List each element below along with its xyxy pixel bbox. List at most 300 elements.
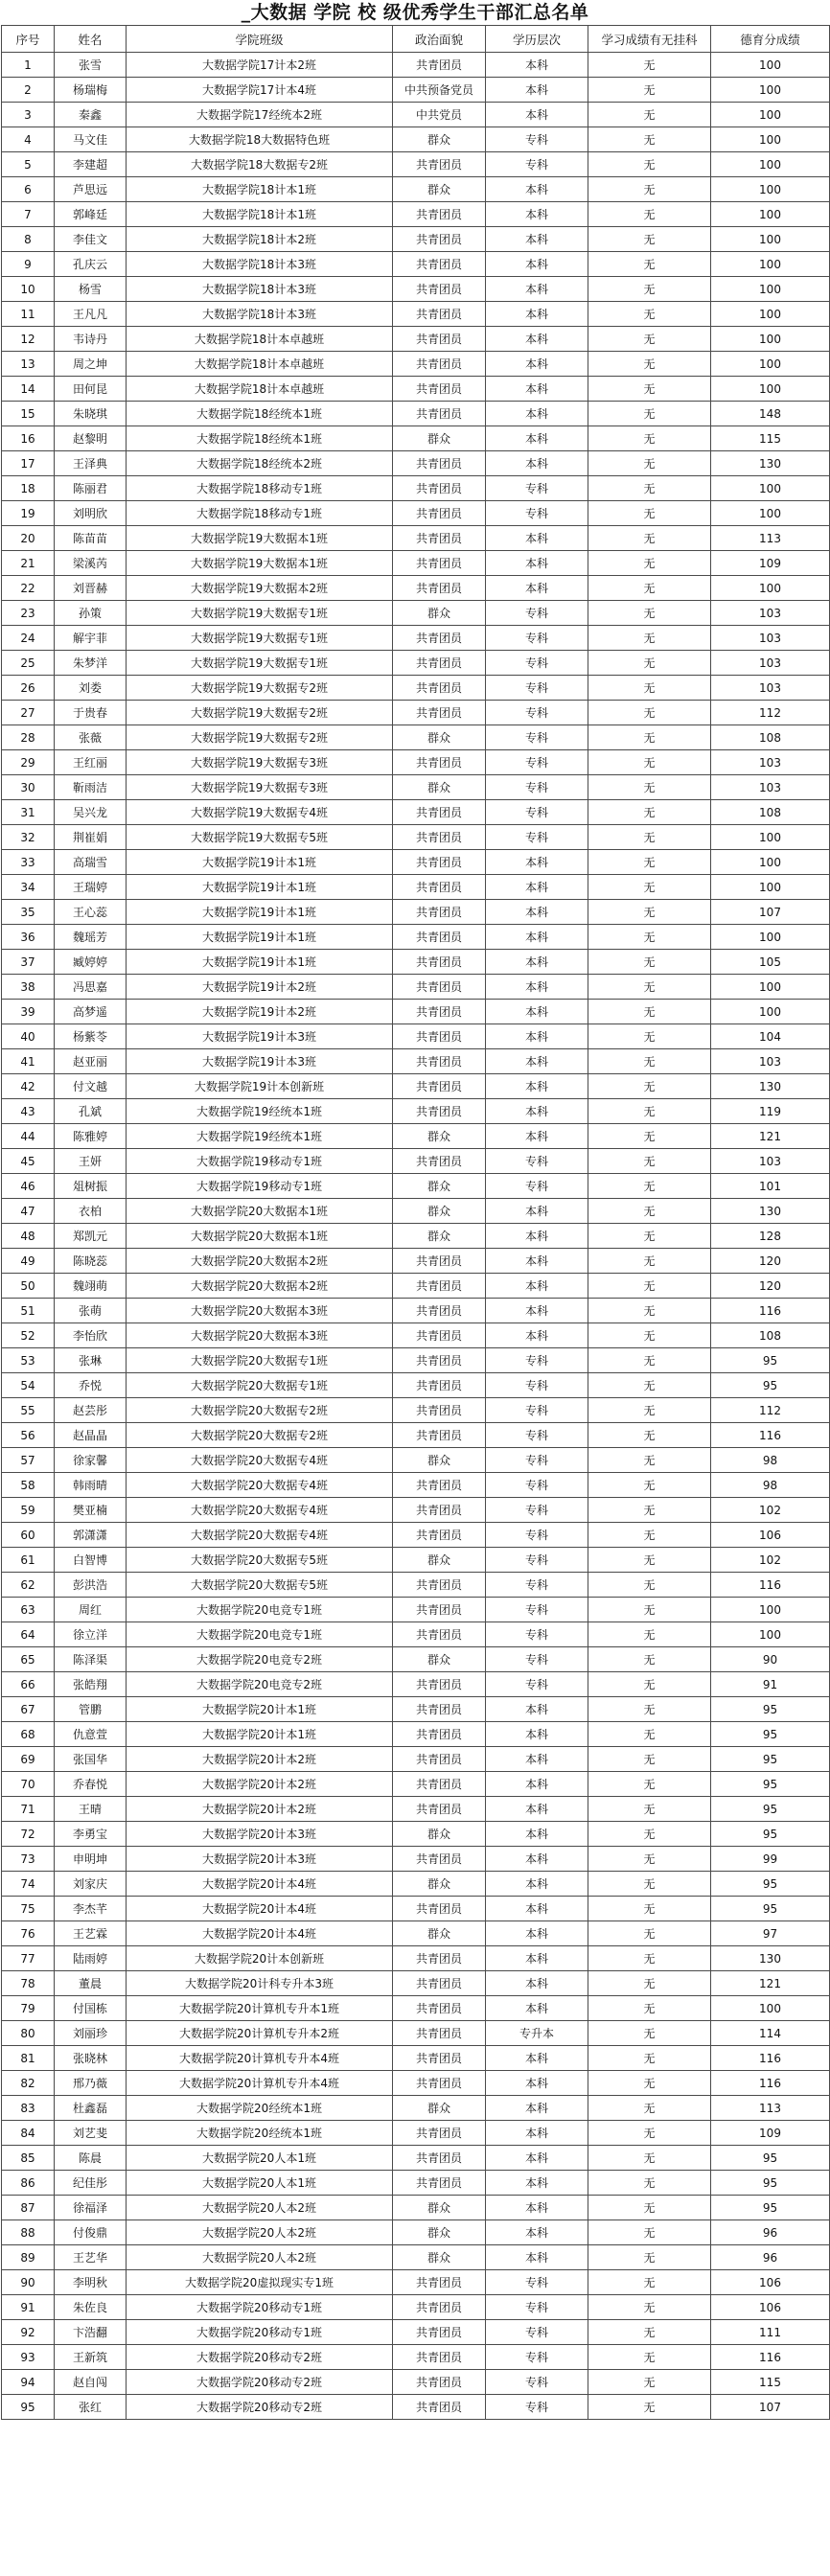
row-index: 70 <box>2 1772 55 1797</box>
row-index: 89 <box>2 2245 55 2270</box>
table-row <box>2 1099 830 1124</box>
row-index: 21 <box>2 551 55 576</box>
political-status: 共青团员 <box>393 2071 486 2096</box>
political-status: 共青团员 <box>393 1000 486 1024</box>
moral-score: 130 <box>711 451 830 476</box>
row-index: 34 <box>2 875 55 900</box>
failed-courses: 无 <box>588 2071 711 2096</box>
failed-courses: 无 <box>588 900 711 925</box>
row-index: 17 <box>2 451 55 476</box>
moral-score: 113 <box>711 2096 830 2121</box>
failed-courses: 无 <box>588 1598 711 1622</box>
table-row <box>2 1598 830 1622</box>
student-class: 大数据学院20大数据专5班 <box>127 1548 393 1573</box>
table-row <box>2 1199 830 1224</box>
table-header-row <box>2 26 830 53</box>
failed-courses: 无 <box>588 501 711 526</box>
education-level: 本科 <box>486 1847 588 1872</box>
failed-courses: 无 <box>588 676 711 701</box>
moral-score: 100 <box>711 302 830 327</box>
moral-score: 108 <box>711 1323 830 1348</box>
failed-courses: 无 <box>588 1224 711 1249</box>
failed-courses: 无 <box>588 850 711 875</box>
table-row <box>2 2096 830 2121</box>
student-name: 王泽典 <box>55 451 127 476</box>
failed-courses: 无 <box>588 725 711 750</box>
table-row <box>2 526 830 551</box>
education-level: 本科 <box>486 2146 588 2171</box>
student-name: 荆崔娟 <box>55 825 127 850</box>
moral-score: 100 <box>711 875 830 900</box>
education-level: 专科 <box>486 775 588 800</box>
student-class: 大数据学院18移动专1班 <box>127 501 393 526</box>
education-level: 专科 <box>486 701 588 725</box>
table-row <box>2 476 830 501</box>
student-name: 申明坤 <box>55 1847 127 1872</box>
student-class: 大数据学院19计本创新班 <box>127 1074 393 1099</box>
failed-courses: 无 <box>588 825 711 850</box>
education-level: 专科 <box>486 676 588 701</box>
political-status: 共青团员 <box>393 1971 486 1996</box>
student-class: 大数据学院20计算机专升本2班 <box>127 2021 393 2046</box>
table-row <box>2 1323 830 1348</box>
political-status: 共青团员 <box>393 2270 486 2295</box>
student-class: 大数据学院19计本2班 <box>127 1000 393 1024</box>
failed-courses: 无 <box>588 1622 711 1647</box>
moral-score: 95 <box>711 2196 830 2220</box>
student-class: 大数据学院18计本3班 <box>127 252 393 277</box>
table-row <box>2 1000 830 1024</box>
political-status: 共青团员 <box>393 277 486 302</box>
student-class: 大数据学院19计本2班 <box>127 975 393 1000</box>
table-row <box>2 1921 830 1946</box>
student-class: 大数据学院19大数据专2班 <box>127 701 393 725</box>
student-name: 王瑞婷 <box>55 875 127 900</box>
moral-score: 128 <box>711 1224 830 1249</box>
student-class: 大数据学院20大数据专4班 <box>127 1473 393 1498</box>
row-index: 35 <box>2 900 55 925</box>
moral-score: 100 <box>711 227 830 252</box>
moral-score: 115 <box>711 426 830 451</box>
student-class: 大数据学院18计本3班 <box>127 277 393 302</box>
moral-score: 116 <box>711 2345 830 2370</box>
education-level: 本科 <box>486 103 588 127</box>
moral-score: 100 <box>711 177 830 202</box>
table-row <box>2 2146 830 2171</box>
education-level: 本科 <box>486 950 588 975</box>
education-level: 专科 <box>486 1473 588 1498</box>
failed-courses: 无 <box>588 2171 711 2196</box>
failed-courses: 无 <box>588 1174 711 1199</box>
row-index: 66 <box>2 1672 55 1697</box>
table-row <box>2 2171 830 2196</box>
education-level: 本科 <box>486 1323 588 1348</box>
failed-courses: 无 <box>588 1398 711 1423</box>
row-index: 14 <box>2 377 55 402</box>
student-name: 仇意萱 <box>55 1722 127 1747</box>
student-class: 大数据学院20计本4班 <box>127 1921 393 1946</box>
moral-score: 95 <box>711 1747 830 1772</box>
education-level: 本科 <box>486 1049 588 1074</box>
education-level: 本科 <box>486 451 588 476</box>
student-class: 大数据学院20人本1班 <box>127 2146 393 2171</box>
political-status: 共青团员 <box>393 501 486 526</box>
student-class: 大数据学院20大数据专4班 <box>127 1448 393 1473</box>
student-class: 大数据学院20电竞专1班 <box>127 1598 393 1622</box>
education-level: 本科 <box>486 227 588 252</box>
political-status: 共青团员 <box>393 1573 486 1598</box>
political-status: 共青团员 <box>393 1622 486 1647</box>
moral-score: 112 <box>711 1398 830 1423</box>
student-class: 大数据学院19大数据专2班 <box>127 676 393 701</box>
row-index: 8 <box>2 227 55 252</box>
failed-courses: 无 <box>588 2320 711 2345</box>
political-status: 共青团员 <box>393 2320 486 2345</box>
student-name: 李明秋 <box>55 2270 127 2295</box>
moral-score: 130 <box>711 1199 830 1224</box>
row-index: 10 <box>2 277 55 302</box>
row-index: 54 <box>2 1373 55 1398</box>
table-row <box>2 501 830 526</box>
education-level: 专科 <box>486 501 588 526</box>
table-row <box>2 1946 830 1971</box>
moral-score: 106 <box>711 2270 830 2295</box>
student-class: 大数据学院17经统本2班 <box>127 103 393 127</box>
moral-score: 95 <box>711 1872 830 1897</box>
political-status: 群众 <box>393 1647 486 1672</box>
student-name: 王红丽 <box>55 750 127 775</box>
moral-score: 95 <box>711 2146 830 2171</box>
student-name: 孔庆云 <box>55 252 127 277</box>
political-status: 共青团员 <box>393 1747 486 1772</box>
student-class: 大数据学院17计本4班 <box>127 78 393 103</box>
moral-score: 148 <box>711 402 830 426</box>
failed-courses: 无 <box>588 78 711 103</box>
moral-score: 106 <box>711 2295 830 2320</box>
table-row <box>2 1249 830 1274</box>
education-level: 本科 <box>486 526 588 551</box>
failed-courses: 无 <box>588 177 711 202</box>
failed-courses: 无 <box>588 626 711 651</box>
political-status: 群众 <box>393 775 486 800</box>
failed-courses: 无 <box>588 2021 711 2046</box>
table-row <box>2 1722 830 1747</box>
row-index: 12 <box>2 327 55 352</box>
row-index: 53 <box>2 1348 55 1373</box>
row-index: 11 <box>2 302 55 327</box>
failed-courses: 无 <box>588 227 711 252</box>
row-index: 23 <box>2 601 55 626</box>
student-name: 赵黎明 <box>55 426 127 451</box>
row-index: 93 <box>2 2345 55 2370</box>
moral-score: 95 <box>711 1797 830 1822</box>
table-row <box>2 78 830 103</box>
political-status: 共青团员 <box>393 950 486 975</box>
student-name: 解宇菲 <box>55 626 127 651</box>
table-row <box>2 601 830 626</box>
failed-courses: 无 <box>588 1323 711 1348</box>
education-level: 专科 <box>486 1622 588 1647</box>
failed-courses: 无 <box>588 576 711 601</box>
table-row <box>2 1423 830 1448</box>
education-level: 本科 <box>486 252 588 277</box>
student-name: 郭峰廷 <box>55 202 127 227</box>
table-row <box>2 2220 830 2245</box>
student-name: 周之坤 <box>55 352 127 377</box>
student-name: 俎树振 <box>55 1174 127 1199</box>
row-index: 71 <box>2 1797 55 1822</box>
failed-courses: 无 <box>588 526 711 551</box>
student-class: 大数据学院18计本3班 <box>127 302 393 327</box>
failed-courses: 无 <box>588 1872 711 1897</box>
failed-courses: 无 <box>588 601 711 626</box>
moral-score: 113 <box>711 526 830 551</box>
student-name: 王新筑 <box>55 2345 127 2370</box>
document-title: _大数据 学院 校 级优秀学生干部汇总名单 <box>241 2 589 23</box>
moral-score: 103 <box>711 601 830 626</box>
moral-score: 104 <box>711 1024 830 1049</box>
failed-courses: 无 <box>588 103 711 127</box>
student-name: 董晨 <box>55 1971 127 1996</box>
table-row <box>2 725 830 750</box>
moral-score: 100 <box>711 576 830 601</box>
row-index: 69 <box>2 1747 55 1772</box>
table-row <box>2 2395 830 2420</box>
student-name: 赵自闯 <box>55 2370 127 2395</box>
student-class: 大数据学院19计本3班 <box>127 1024 393 1049</box>
student-class: 大数据学院20计本1班 <box>127 1697 393 1722</box>
moral-score: 103 <box>711 676 830 701</box>
failed-courses: 无 <box>588 551 711 576</box>
failed-courses: 无 <box>588 1448 711 1473</box>
student-name: 付国栋 <box>55 1996 127 2021</box>
student-class: 大数据学院20移动专1班 <box>127 2320 393 2345</box>
political-status: 共青团员 <box>393 327 486 352</box>
political-status: 共青团员 <box>393 1348 486 1373</box>
moral-score: 100 <box>711 1598 830 1622</box>
failed-courses: 无 <box>588 2096 711 2121</box>
row-index: 38 <box>2 975 55 1000</box>
table-row <box>2 2370 830 2395</box>
political-status: 群众 <box>393 1448 486 1473</box>
failed-courses: 无 <box>588 1697 711 1722</box>
moral-score: 111 <box>711 2320 830 2345</box>
row-index: 9 <box>2 252 55 277</box>
table-row <box>2 1672 830 1697</box>
education-level: 专科 <box>486 1598 588 1622</box>
student-class: 大数据学院18大数据专2班 <box>127 152 393 177</box>
education-level: 本科 <box>486 277 588 302</box>
political-status: 共青团员 <box>393 1099 486 1124</box>
row-index: 56 <box>2 1423 55 1448</box>
student-class: 大数据学院20大数据专4班 <box>127 1523 393 1548</box>
student-class: 大数据学院20大数据本2班 <box>127 1274 393 1299</box>
moral-score: 106 <box>711 1523 830 1548</box>
table-row <box>2 1074 830 1099</box>
table-row <box>2 1548 830 1573</box>
education-level: 本科 <box>486 1797 588 1822</box>
student-class: 大数据学院19计本1班 <box>127 925 393 950</box>
row-index: 86 <box>2 2171 55 2196</box>
education-level: 本科 <box>486 1074 588 1099</box>
table-row <box>2 775 830 800</box>
student-class: 大数据学院19移动专1班 <box>127 1149 393 1174</box>
education-level: 本科 <box>486 2196 588 2220</box>
political-status: 共青团员 <box>393 476 486 501</box>
failed-courses: 无 <box>588 1772 711 1797</box>
failed-courses: 无 <box>588 950 711 975</box>
education-level: 专科 <box>486 1348 588 1373</box>
failed-courses: 无 <box>588 1672 711 1697</box>
student-name: 王艺华 <box>55 2245 127 2270</box>
student-class: 大数据学院19大数据专3班 <box>127 750 393 775</box>
moral-score: 109 <box>711 551 830 576</box>
education-level: 本科 <box>486 2220 588 2245</box>
table-row <box>2 875 830 900</box>
education-level: 本科 <box>486 875 588 900</box>
political-status: 共青团员 <box>393 1373 486 1398</box>
row-index: 43 <box>2 1099 55 1124</box>
failed-courses: 无 <box>588 402 711 426</box>
political-status: 共青团员 <box>393 1074 486 1099</box>
student-name: 杜鑫磊 <box>55 2096 127 2121</box>
moral-score: 120 <box>711 1249 830 1274</box>
student-name: 朱梦洋 <box>55 651 127 676</box>
table-row <box>2 800 830 825</box>
education-level: 专科 <box>486 476 588 501</box>
row-index: 52 <box>2 1323 55 1348</box>
political-status: 共青团员 <box>393 1797 486 1822</box>
moral-score: 130 <box>711 1946 830 1971</box>
student-class: 大数据学院20大数据本3班 <box>127 1299 393 1323</box>
student-class: 大数据学院20经统本1班 <box>127 2121 393 2146</box>
education-level: 专科 <box>486 750 588 775</box>
student-roster-table <box>1 25 830 2420</box>
table-row <box>2 1473 830 1498</box>
failed-courses: 无 <box>588 302 711 327</box>
moral-score: 100 <box>711 78 830 103</box>
moral-score: 98 <box>711 1473 830 1498</box>
political-status: 共青团员 <box>393 1149 486 1174</box>
moral-score: 95 <box>711 1897 830 1921</box>
education-level: 专科 <box>486 1423 588 1448</box>
student-name: 杨瑞梅 <box>55 78 127 103</box>
student-name: 靳雨洁 <box>55 775 127 800</box>
moral-score: 112 <box>711 701 830 725</box>
education-level: 本科 <box>486 975 588 1000</box>
table-row <box>2 1274 830 1299</box>
student-name: 刘明欣 <box>55 501 127 526</box>
row-index: 79 <box>2 1996 55 2021</box>
political-status: 共青团员 <box>393 576 486 601</box>
moral-score: 121 <box>711 1124 830 1149</box>
row-index: 61 <box>2 1548 55 1573</box>
table-row <box>2 2295 830 2320</box>
student-name: 白智博 <box>55 1548 127 1573</box>
education-level: 专科 <box>486 1174 588 1199</box>
failed-courses: 无 <box>588 1996 711 2021</box>
row-index: 68 <box>2 1722 55 1747</box>
student-class: 大数据学院19经统本1班 <box>127 1099 393 1124</box>
student-class: 大数据学院20大数据专5班 <box>127 1573 393 1598</box>
header-failed-courses: 学习成绩有无挂科 <box>588 26 711 53</box>
table-row <box>2 1822 830 1847</box>
failed-courses: 无 <box>588 2270 711 2295</box>
moral-score: 91 <box>711 1672 830 1697</box>
table-row <box>2 2121 830 2146</box>
student-name: 付文越 <box>55 1074 127 1099</box>
moral-score: 103 <box>711 1149 830 1174</box>
moral-score: 95 <box>711 2171 830 2196</box>
student-name: 张红 <box>55 2395 127 2420</box>
student-name: 张萌 <box>55 1299 127 1323</box>
political-status: 共青团员 <box>393 1946 486 1971</box>
table-row <box>2 925 830 950</box>
table-row <box>2 750 830 775</box>
table-row <box>2 2320 830 2345</box>
student-class: 大数据学院18移动专1班 <box>127 476 393 501</box>
failed-courses: 无 <box>588 327 711 352</box>
student-name: 卞浩翻 <box>55 2320 127 2345</box>
failed-courses: 无 <box>588 651 711 676</box>
failed-courses: 无 <box>588 202 711 227</box>
political-status: 群众 <box>393 127 486 152</box>
failed-courses: 无 <box>588 2146 711 2171</box>
political-status: 中共预备党员 <box>393 78 486 103</box>
student-name: 杨雪 <box>55 277 127 302</box>
table-body <box>2 53 830 2420</box>
political-status: 共青团员 <box>393 451 486 476</box>
student-class: 大数据学院20移动专2班 <box>127 2345 393 2370</box>
table-row <box>2 975 830 1000</box>
table-row <box>2 1174 830 1199</box>
failed-courses: 无 <box>588 1847 711 1872</box>
moral-score: 103 <box>711 750 830 775</box>
student-name: 王晴 <box>55 1797 127 1822</box>
political-status: 共青团员 <box>393 626 486 651</box>
table-row <box>2 1747 830 1772</box>
moral-score: 116 <box>711 1299 830 1323</box>
moral-score: 109 <box>711 2121 830 2146</box>
political-status: 共青团员 <box>393 1274 486 1299</box>
moral-score: 116 <box>711 1573 830 1598</box>
student-name: 王心蕊 <box>55 900 127 925</box>
failed-courses: 无 <box>588 2121 711 2146</box>
row-index: 31 <box>2 800 55 825</box>
table-row <box>2 1024 830 1049</box>
education-level: 本科 <box>486 352 588 377</box>
row-index: 90 <box>2 2270 55 2295</box>
moral-score: 100 <box>711 202 830 227</box>
student-name: 李怡欣 <box>55 1323 127 1348</box>
student-class: 大数据学院20计算机专升本4班 <box>127 2046 393 2071</box>
political-status: 共青团员 <box>393 352 486 377</box>
row-index: 95 <box>2 2395 55 2420</box>
education-level: 本科 <box>486 1124 588 1149</box>
political-status: 群众 <box>393 1124 486 1149</box>
failed-courses: 无 <box>588 925 711 950</box>
student-class: 大数据学院20移动专1班 <box>127 2295 393 2320</box>
table-row <box>2 1348 830 1373</box>
education-level: 本科 <box>486 2121 588 2146</box>
education-level: 本科 <box>486 327 588 352</box>
table-row <box>2 1573 830 1598</box>
student-name: 付俊鼎 <box>55 2220 127 2245</box>
moral-score: 97 <box>711 1921 830 1946</box>
student-name: 张皓翔 <box>55 1672 127 1697</box>
moral-score: 95 <box>711 1822 830 1847</box>
table-row <box>2 327 830 352</box>
